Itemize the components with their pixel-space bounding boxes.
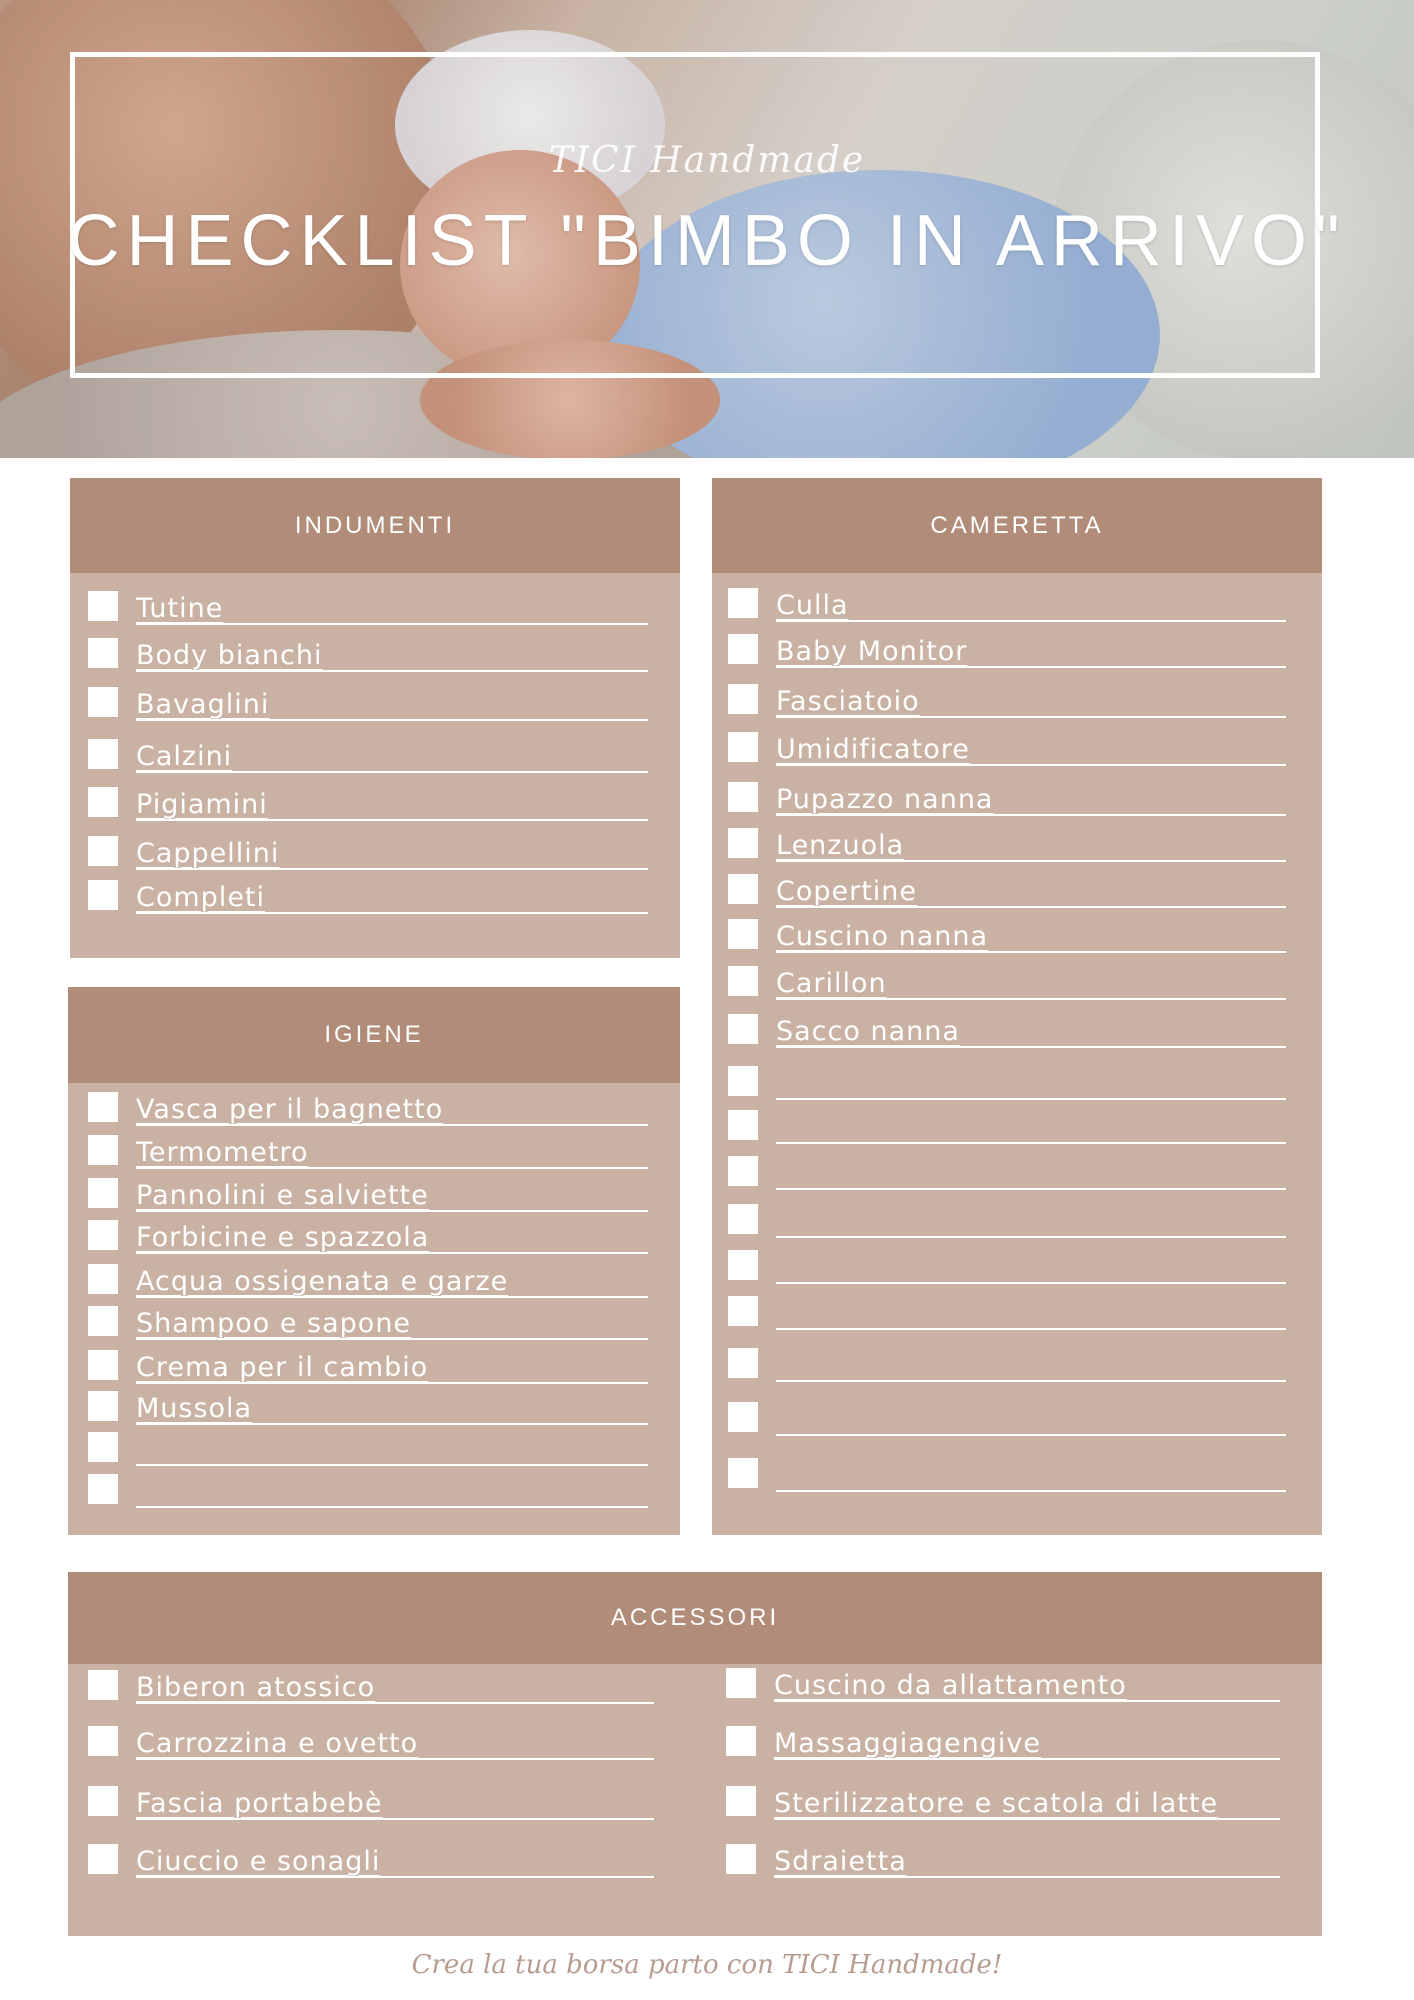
checklist-item-label: Pigiamini — [136, 789, 268, 820]
checklist-item — [728, 1454, 1286, 1494]
checklist-item-label: Shampoo e sapone — [136, 1308, 412, 1339]
checkbox[interactable] — [728, 1110, 758, 1140]
write-in-line — [776, 1380, 1286, 1382]
checklist-item-label: Copertine — [776, 876, 918, 907]
checklist-item — [88, 1722, 654, 1762]
checkbox[interactable] — [728, 1156, 758, 1186]
checkbox[interactable] — [88, 1135, 118, 1165]
section-cameretta — [712, 478, 1322, 1535]
checkbox[interactable] — [728, 1204, 758, 1234]
checkbox[interactable] — [726, 1726, 756, 1756]
checklist-item — [728, 1344, 1286, 1384]
checkbox[interactable] — [728, 874, 758, 904]
write-in-line — [776, 1282, 1286, 1284]
checklist-item — [728, 1292, 1286, 1332]
checkbox[interactable] — [728, 782, 758, 812]
checklist-item-label: Tutine — [136, 593, 224, 624]
checklist-item — [728, 1152, 1286, 1192]
checklist-item — [726, 1782, 1280, 1822]
checklist-item — [88, 1302, 648, 1342]
write-in-line — [776, 1236, 1286, 1238]
checkbox[interactable] — [88, 1670, 118, 1700]
checklist-item — [88, 1174, 648, 1214]
checkbox[interactable] — [726, 1668, 756, 1698]
checklist-item-label: Biberon atossico — [136, 1672, 376, 1703]
checklist-item — [88, 1346, 648, 1386]
checklist-item — [728, 728, 1286, 768]
section-title: INDUMENTI — [70, 478, 680, 573]
checkbox[interactable] — [88, 739, 118, 769]
checkbox[interactable] — [88, 836, 118, 866]
checklist-item — [88, 1088, 648, 1128]
checkbox[interactable] — [88, 638, 118, 668]
checklist-item-label: Lenzuola — [776, 830, 905, 861]
checkbox[interactable] — [728, 1066, 758, 1096]
checklist-item — [728, 870, 1286, 910]
checkbox[interactable] — [728, 1014, 758, 1044]
checklist-item-label: Pannolini e salviette — [136, 1180, 429, 1211]
section-title: CAMERETTA — [712, 478, 1322, 573]
checkbox[interactable] — [726, 1844, 756, 1874]
write-in-line — [136, 1506, 648, 1508]
checklist-item-label: Acqua ossigenata e garze — [136, 1266, 509, 1297]
checklist-item — [728, 824, 1286, 864]
checklist-item-label: Massaggiagengive — [774, 1728, 1041, 1759]
checkbox[interactable] — [726, 1786, 756, 1816]
footer-note: Crea la tua borsa parto con TICI Handmade! — [411, 1950, 1003, 1980]
checkbox[interactable] — [88, 1432, 118, 1462]
checklist-item — [88, 587, 648, 627]
checklist-item — [726, 1664, 1280, 1704]
checklist-item — [88, 783, 648, 823]
checkbox[interactable] — [88, 787, 118, 817]
checklist-item — [728, 1010, 1286, 1050]
checklist-item-label: Sdraietta — [774, 1846, 907, 1877]
checkbox[interactable] — [88, 1264, 118, 1294]
checkbox[interactable] — [88, 1726, 118, 1756]
page-title: CHECKLIST "BIMBO IN ARRIVO" — [67, 201, 1347, 281]
checklist-item — [726, 1840, 1280, 1880]
checkbox[interactable] — [728, 684, 758, 714]
checklist-item-label: Baby Monitor — [776, 636, 968, 667]
checklist-item-label: Fasciatoio — [776, 686, 920, 717]
section-igiene — [68, 987, 680, 1535]
checklist-item — [728, 778, 1286, 818]
checklist-item — [88, 1782, 654, 1822]
checkbox[interactable] — [728, 634, 758, 664]
checklist-item-label: Umidificatore — [776, 734, 970, 765]
write-in-line — [776, 1188, 1286, 1190]
checkbox[interactable] — [728, 588, 758, 618]
checkbox[interactable] — [88, 1474, 118, 1504]
checklist-item-label: Calzini — [136, 741, 233, 772]
checklist-item — [728, 680, 1286, 720]
checklist-item — [728, 584, 1286, 624]
checkbox[interactable] — [88, 1092, 118, 1122]
checklist-item — [88, 1428, 648, 1468]
checklist-item-label: Crema per il cambio — [136, 1352, 429, 1383]
checklist-item — [88, 1840, 654, 1880]
checklist-item — [88, 1387, 648, 1427]
checklist-item — [88, 683, 648, 723]
checklist-item-label: Fascia portabebè — [136, 1788, 383, 1819]
checklist-item-label: Sacco nanna — [776, 1016, 960, 1047]
checklist-item — [88, 1470, 648, 1510]
checkbox[interactable] — [88, 1786, 118, 1816]
checklist-item-label: Culla — [776, 590, 849, 621]
checkbox[interactable] — [88, 1350, 118, 1380]
checklist-item-label: Termometro — [136, 1137, 309, 1168]
checklist-item — [728, 1106, 1286, 1146]
checkbox[interactable] — [88, 687, 118, 717]
checklist-item — [728, 1200, 1286, 1240]
checkbox[interactable] — [728, 966, 758, 996]
checkbox[interactable] — [88, 1220, 118, 1250]
checklist-item — [88, 1260, 648, 1300]
checklist-item — [728, 962, 1286, 1002]
checklist-item — [88, 832, 648, 872]
checklist-item-label: Cuscino da allattamento — [774, 1670, 1127, 1701]
write-in-line — [776, 1434, 1286, 1436]
checklist-item — [728, 1398, 1286, 1438]
checklist-item-label: Vasca per il bagnetto — [136, 1094, 444, 1125]
checkbox[interactable] — [728, 828, 758, 858]
checklist-item-label: Bavaglini — [136, 689, 270, 720]
section-title: IGIENE — [68, 987, 680, 1083]
checklist-item-label: Sterilizzatore e scatola di latte — [774, 1788, 1219, 1819]
checkbox[interactable] — [728, 1250, 758, 1280]
checklist-item — [88, 876, 648, 916]
brand-name: TICI Handmade — [548, 140, 866, 181]
write-in-line — [776, 1098, 1286, 1100]
section-title: ACCESSORI — [68, 1572, 1322, 1664]
checkbox[interactable] — [728, 1296, 758, 1326]
checklist-item-label: Pupazzo nanna — [776, 784, 994, 815]
checkbox[interactable] — [728, 732, 758, 762]
checkbox[interactable] — [728, 1458, 758, 1488]
checkbox[interactable] — [88, 1178, 118, 1208]
checkbox[interactable] — [728, 919, 758, 949]
checklist-item — [728, 630, 1286, 670]
write-in-line — [136, 1464, 648, 1466]
checklist-item — [88, 735, 648, 775]
checklist-item-label: Forbicine e spazzola — [136, 1222, 430, 1253]
checklist-item — [88, 1666, 654, 1706]
checkbox[interactable] — [88, 1844, 118, 1874]
section-accessori — [68, 1572, 1322, 1936]
checklist-item — [728, 1062, 1286, 1102]
checkbox[interactable] — [88, 591, 118, 621]
checklist-item-label: Carrozzina e ovetto — [136, 1728, 419, 1759]
checklist-item — [728, 1246, 1286, 1286]
checkbox[interactable] — [88, 880, 118, 910]
checkbox[interactable] — [728, 1402, 758, 1432]
checklist-item-label: Body bianchi — [136, 640, 323, 671]
checkbox[interactable] — [88, 1391, 118, 1421]
checklist-item-label: Cuscino nanna — [776, 921, 989, 952]
checklist-item — [88, 634, 648, 674]
checklist-item-label: Cappellini — [136, 838, 280, 869]
checklist-item-label: Completi — [136, 882, 266, 913]
checklist-item — [728, 915, 1286, 955]
write-in-line — [776, 1328, 1286, 1330]
checklist-item — [88, 1216, 648, 1256]
section-indumenti — [70, 478, 680, 958]
write-in-line — [776, 1490, 1286, 1492]
checkbox[interactable] — [88, 1306, 118, 1336]
checklist-item — [726, 1722, 1280, 1762]
write-in-line — [776, 620, 1286, 622]
checklist-item — [88, 1131, 648, 1171]
checklist-item-label: Mussola — [136, 1393, 253, 1424]
checklist-item-label: Carillon — [776, 968, 887, 999]
checklist-item-label: Ciuccio e sonagli — [136, 1846, 381, 1877]
checkbox[interactable] — [728, 1348, 758, 1378]
write-in-line — [776, 1142, 1286, 1144]
